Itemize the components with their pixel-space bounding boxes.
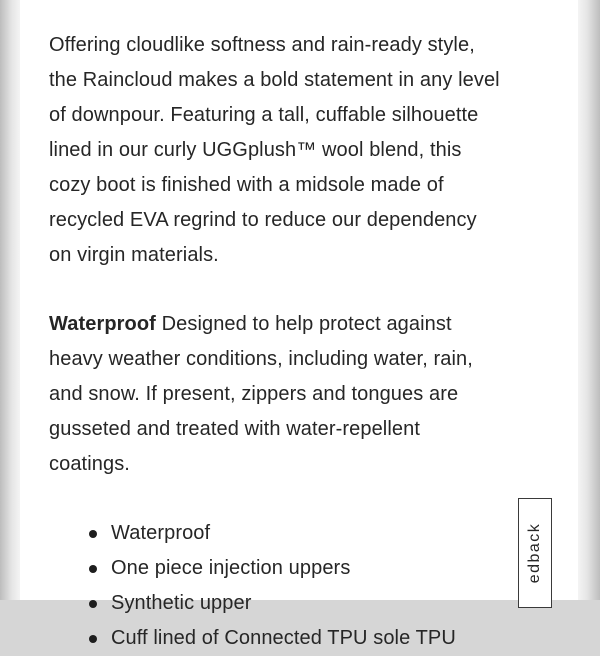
feature-item: One piece injection uppers <box>89 551 549 586</box>
features-list <box>49 516 549 656</box>
paragraph-line: Designed to help protect against <box>155 313 452 335</box>
paragraph-line: and snow. If present, zippers and tongues are <box>49 383 459 405</box>
paragraph-line: cozy boot is finished with a midsole made of <box>49 174 444 196</box>
paragraph-line: recycled EVA regrind to reduce our dependency <box>49 209 477 231</box>
paragraph-line: gusseted and treated with water-repellent <box>49 418 420 440</box>
paragraph-line: the Raincloud makes a bold statement in any level <box>49 69 500 91</box>
paragraph-line: heavy weather conditions, including water, rain, <box>49 348 473 370</box>
feedback-tab-label: edback <box>526 522 543 584</box>
paragraph-line: coatings. <box>49 453 130 475</box>
feature-item: Waterproof <box>89 516 549 551</box>
feature-item: Cuff lined of Connected TPU sole TPU <box>89 621 549 656</box>
paragraph-line: lined in our curly UGGplush™ wool blend, this <box>49 139 462 161</box>
feature-item: Synthetic upper <box>89 586 549 621</box>
waterproof-heading: Waterproof <box>49 313 156 335</box>
paragraph-line: on virgin materials. <box>49 244 219 266</box>
waterproof-paragraph <box>49 307 549 482</box>
paragraph-line: of downpour. Featuring a tall, cuffable silhouette <box>49 104 479 126</box>
left-edge-shadow <box>0 0 20 600</box>
paragraph-line: Offering cloudlike softness and rain-ready style, <box>49 34 475 56</box>
product-description-panel <box>20 0 578 649</box>
feedback-tab-button[interactable] <box>518 498 552 608</box>
right-edge-shadow <box>578 0 600 600</box>
description-paragraph <box>49 28 549 273</box>
description-content <box>49 28 549 656</box>
